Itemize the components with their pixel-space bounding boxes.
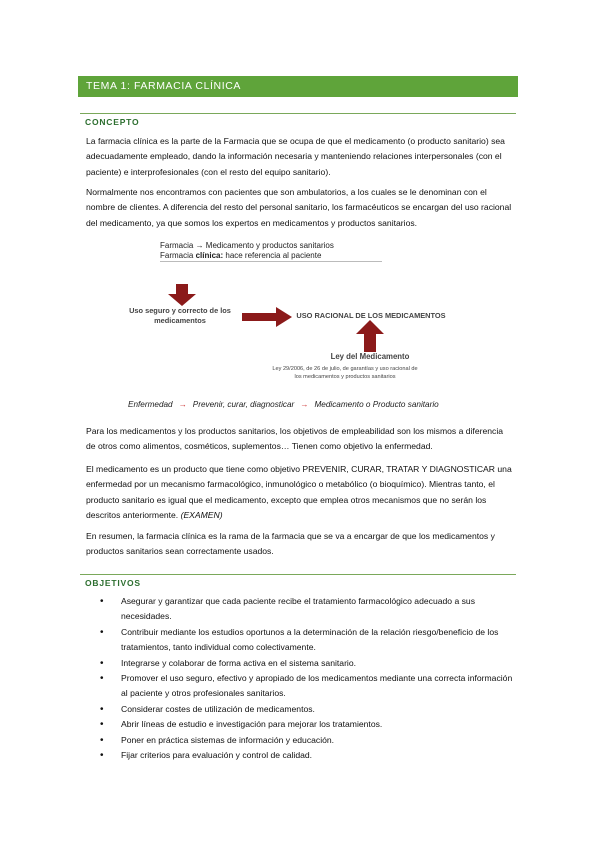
flow-line: Enfermedad → Prevenir, curar, diagnosticar → Medicamento o Producto sanitario: [128, 400, 439, 409]
safe-use-label: Uso seguro y correcto de los medicamentos: [129, 306, 231, 325]
right-arrow-icon: [242, 307, 292, 327]
list-item: • Poner en práctica sistemas de información y educación.: [100, 733, 520, 748]
definition-line-1: Farmacia → Medicamento y productos sanitarios: [160, 241, 334, 250]
list-item: • Promover el uso seguro, efectivo y apropiado de los medicamentos mediante una correcta información al paciente y otros profesionales sanitarios.: [100, 671, 520, 702]
body-paragraph-3: Para los medicamentos y los productos sanitarios, los objetivos de empleabilidad son los mismos a diferencia de otros como alimentos, cosméticos, suplementos… Tienen como objetivo la enfermedad.: [86, 426, 504, 452]
rational-use-label: USO RACIONAL DE LOS MEDICAMENTOS: [296, 311, 446, 320]
objectives-list: [100, 594, 520, 763]
list-item: • Abrir líneas de estudio e investigación para mejorar los tratamientos.: [100, 717, 520, 732]
list-item: • Contribuir mediante los estudios oportunos a la determinación de la relación riesgo/beneficio de los tratamientos, tanto individual como colectivamente.: [100, 625, 520, 656]
list-item: • Asegurar y garantizar que cada paciente recibe el tratamiento farmacológico adecuado a sus necesidades.: [100, 594, 520, 625]
concepto-paragraph-1: La farmacia clínica es la parte de la Farmacia que se ocupa de que el medicamento (o producto sanitario) sea adecuadamente empleado, dando la información necesaria y manteniendo relaciones interpersonales (con el paciente) e interprofesionales (con el resto del equipo sanitario).: [86, 136, 505, 177]
list-item: • Considerar costes de utilización de medicamentos.: [100, 702, 520, 717]
definition-line-2: Farmacia clínica: hace referencia al paciente: [160, 251, 322, 260]
page-title: TEMA 1: FARMACIA CLÍNICA: [78, 76, 518, 97]
list-item: • Fijar criterios para evaluación y control de calidad.: [100, 748, 520, 763]
body-paragraph-5: En resumen, la farmacia clínica es la rama de la farmacia que se va a encargar de que los medicamentos y productos sanitarios sean correctamente usados.: [86, 531, 495, 557]
body-paragraph-4: El medicamento es un producto que tiene como objetivo PREVENIR, CURAR, TRATAR Y DIAGNOSTICAR una enfermedad por un mecanismo farmacológico, inmunológico o metabólico (o bioquímico). Mientras tanto, el producto sanitario es igual que el medicamento, excepto que emplea otros mecanismos que no serán los descritos anteriormente. (EXAMEN): [86, 464, 512, 521]
objetivos-rule: [80, 574, 516, 575]
concepto-paragraph-2: Normalmente nos encontramos con pacientes que son ambulatorios, a los cuales se le denominan con el nombre de clientes. A diferencia del resto del personal sanitario, los farmacéuticos se encargan del uso racional del medicamento, ya que somos los expertos en medicamentos y productos sanitarios.: [86, 187, 512, 228]
down-arrow-icon: [168, 284, 196, 306]
objetivos-heading: OBJETIVOS: [85, 578, 141, 588]
list-item: • Integrarse y colaborar de forma activa en el sistema sanitario.: [100, 656, 520, 671]
concepto-heading: CONCEPTO: [85, 117, 140, 127]
up-arrow-icon: [356, 320, 384, 352]
law-subtitle: Ley 29/2006, de 26 de julio, de garantías y uso racional de los medicamentos y productos sanitarios: [272, 366, 418, 380]
law-title: Ley del Medicamento: [330, 352, 410, 361]
